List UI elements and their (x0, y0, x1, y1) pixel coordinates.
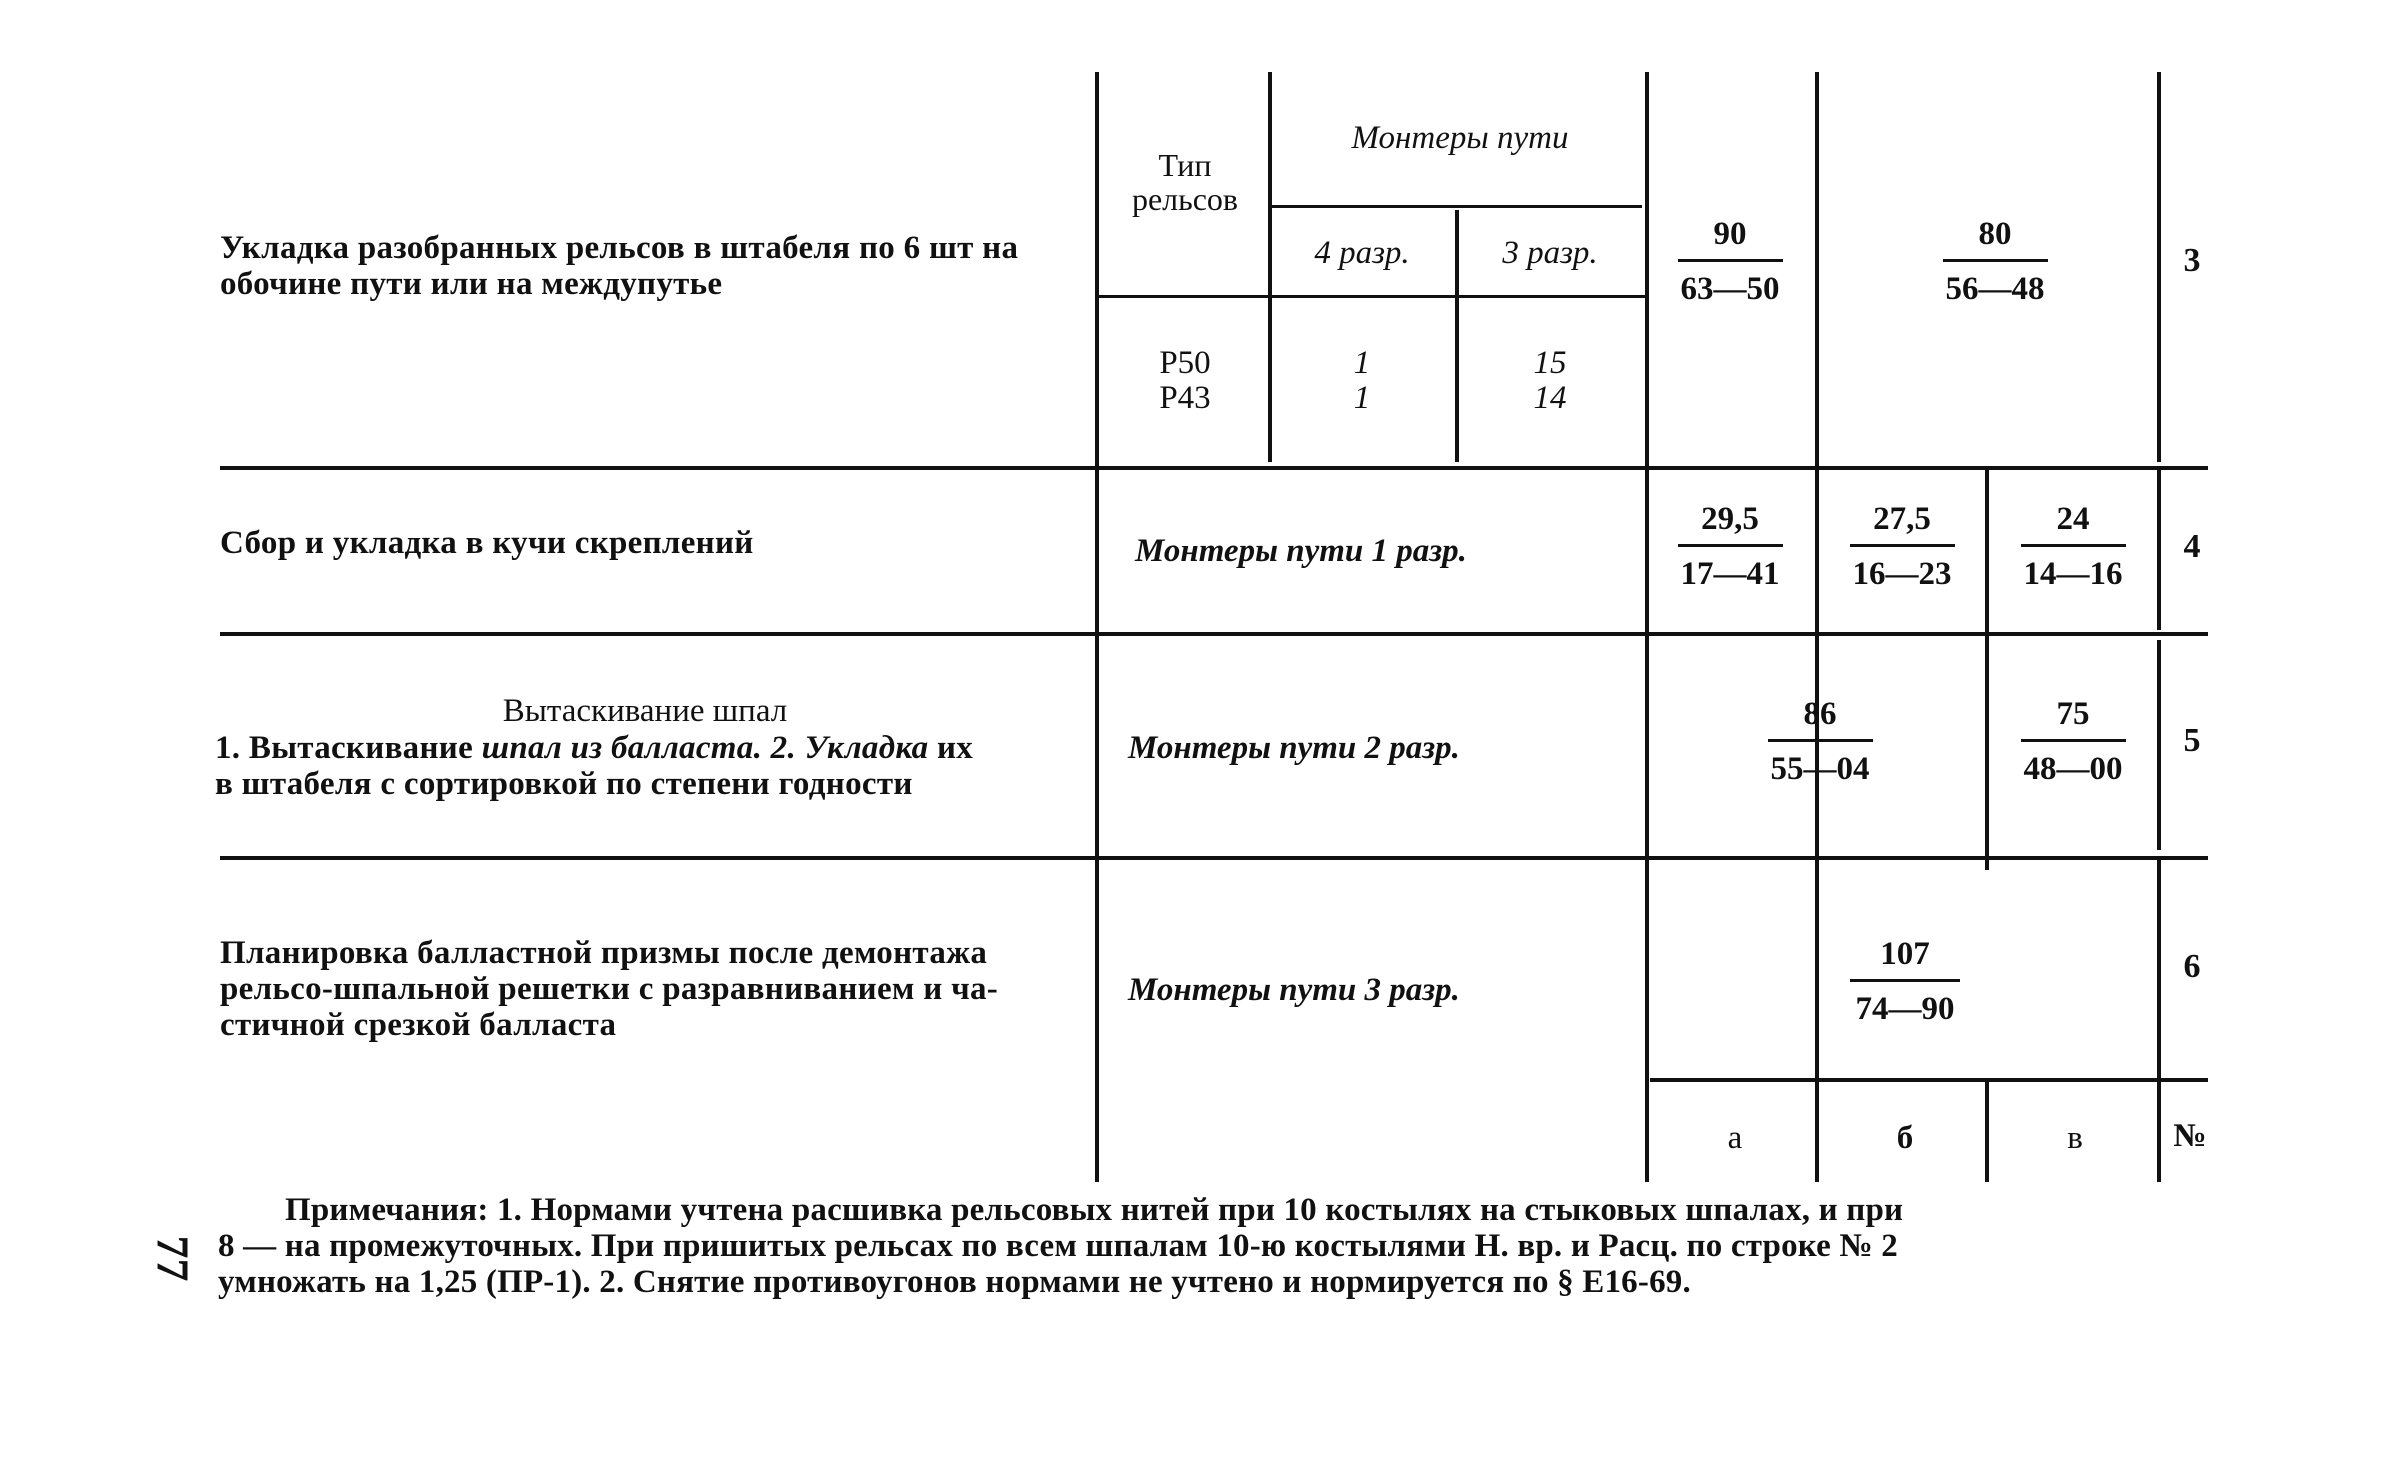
subtable-mid-line (1099, 295, 1645, 298)
row5-norm-c-den: 48—00 (2023, 751, 2123, 787)
row6-norm-den: 74—90 (1855, 991, 1955, 1027)
row4-norm-c (2003, 500, 2143, 593)
row4-norm-b-den: 16—23 (1852, 556, 1952, 592)
row5-composition: Монтеры пути 2 разр. (1128, 730, 1460, 766)
label-divider-b (1985, 1082, 1989, 1182)
row3-norm-bc-den: 56—48 (1945, 271, 2045, 307)
col-label-b: б (1896, 1120, 1914, 1156)
row6-norm-num: 107 (1880, 936, 1930, 972)
row6-number: 6 (2183, 948, 2201, 985)
rail-type-p43: Р43 (1159, 380, 1211, 416)
row3-norm-bc (1920, 215, 2070, 308)
col-label-c: в (2067, 1120, 2083, 1156)
row-separator-5-6 (220, 856, 2208, 860)
row3-number: 3 (2183, 242, 2201, 279)
col-label-a: а (1727, 1120, 1743, 1156)
row5-norm-ab (1745, 695, 1895, 788)
row5-line2: в штабеля с сортировкой по степени годности (215, 766, 913, 802)
row5-number: 5 (2183, 722, 2201, 759)
col-divider-composition (1645, 72, 1649, 1182)
row6-line3: стичной срезкой балласта (220, 1007, 617, 1043)
row6-composition: Монтеры пути 3 разр. (1128, 972, 1460, 1008)
row4-norm-b (1832, 500, 1972, 593)
grade-a-header: 4 разр. (1314, 235, 1410, 271)
row4-norm-b-num: 27,5 (1873, 501, 1931, 537)
row5-norm-ab-num: 86 (1803, 696, 1837, 732)
row4-norm-c-den: 14—16 (2023, 556, 2123, 592)
col-divider-num-right (2157, 860, 2161, 1082)
row5-title: Вытаскивание шпал (502, 693, 788, 729)
label-divider-a (1815, 1082, 1819, 1182)
row-separator-3-4 (220, 466, 2208, 470)
col-divider-description (1095, 72, 1099, 1182)
row6-line2: рельсо-шпальной решетки с разравниванием и ча- (220, 971, 999, 1007)
subtable-header-line (1272, 205, 1642, 208)
row3-norm-bc-num: 80 (1978, 216, 2012, 252)
row3-norm-a-num: 90 (1713, 216, 1747, 252)
row5-line1: 1. Вытаскивание шпал из балласта. 2. Укладка их (215, 730, 974, 766)
col-label-num: № (2173, 1118, 2207, 1154)
row6-line1: Планировка балластной призмы после демонтажа (220, 935, 988, 971)
rail-type-label: Тип рельсов (1131, 147, 1239, 217)
col-divider-num (2157, 72, 2161, 462)
col-divider-c (1985, 470, 1989, 630)
row6-norm-abc (1830, 935, 1980, 1028)
workers-header: Монтеры пути (1351, 120, 1569, 156)
notes-line3: умножать на 1,25 (ПР-1). 2. Снятие противоугонов нормами не учтено и нормируется по § Е16-69. (218, 1264, 1691, 1300)
grade-b-value-1: 15 (1533, 345, 1567, 381)
row3-norm-a-den: 63—50 (1680, 271, 1780, 307)
notes-line2: 8 — на промежуточных. При пришитых рельсах по всем шпалам 10-ю костылями Н. вр. и Расц. по строке № 2 (218, 1228, 1898, 1264)
row5-norm-c-num: 75 (2056, 696, 2090, 732)
notes-line1: Примечания: 1. Нормами учтена расшивка рельсовых нитей при 10 костылях на стыковых шпалах, и при (285, 1192, 1904, 1228)
row4-norm-a-num: 29,5 (1701, 501, 1759, 537)
row-separator-4-5 (220, 632, 2208, 636)
row4-norm-a-den: 17—41 (1680, 556, 1780, 592)
row4-norm-c-num: 24 (2056, 501, 2090, 537)
row4-norm-a (1660, 500, 1800, 593)
row4-description: Сбор и укладка в кучи скреплений (220, 525, 754, 561)
grade-a-value-2: 1 (1353, 380, 1371, 416)
grade-b-value-2: 14 (1533, 380, 1567, 416)
page-number: 77 (147, 1235, 199, 1282)
row4-composition: Монтеры пути 1 разр. (1135, 533, 1467, 569)
rail-type-p50: Р50 (1159, 345, 1211, 381)
row5-norm-ab-den: 55—04 (1770, 751, 1870, 787)
col-divider-b-top (1815, 72, 1819, 462)
col-divider-c3 (2157, 640, 2161, 850)
row4-number: 4 (2183, 528, 2201, 565)
grade-b-header: 3 разр. (1502, 235, 1598, 271)
row3-description: Укладка разобранных рельсов в штабеля по 6 шт на обочине пути или на междупутье (220, 230, 1019, 302)
row5-norm-c (2003, 695, 2143, 788)
grade-a-value-1: 1 (1353, 345, 1371, 381)
col-divider-c2 (2157, 470, 2161, 630)
row3-norm-a (1660, 215, 1800, 308)
subtable-divider-2 (1455, 210, 1459, 462)
label-row-line (1650, 1078, 2208, 1082)
